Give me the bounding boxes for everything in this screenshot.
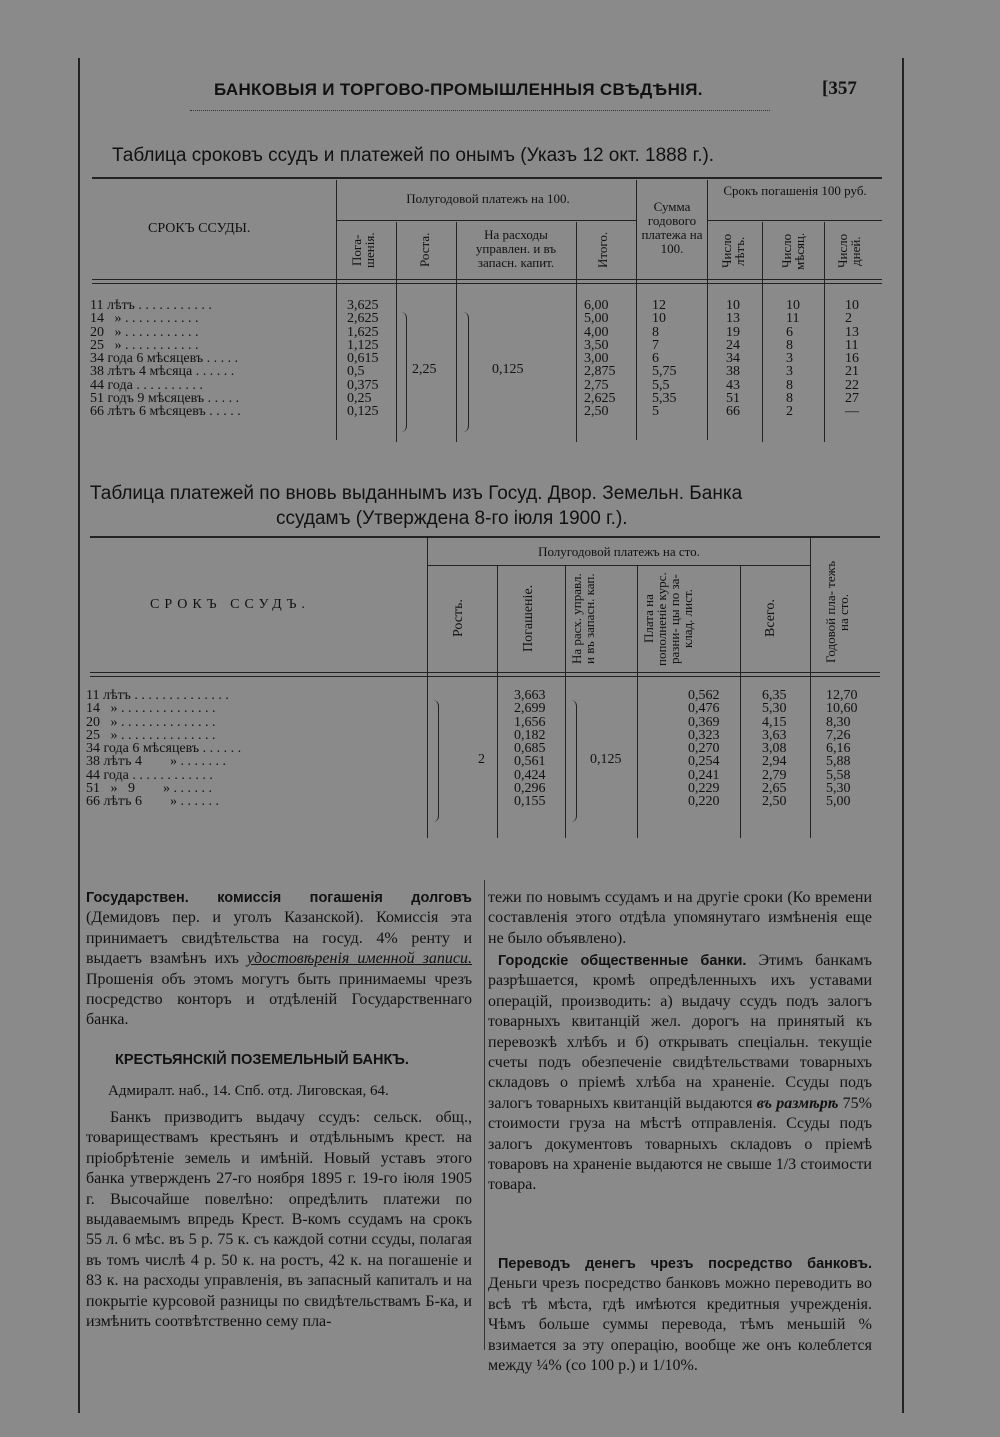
table1-cell-years: 24 bbox=[726, 337, 740, 353]
table2-group-halfyear: Полугодовой платежъ на сто. bbox=[538, 544, 700, 559]
table1-col-days: Число дней. bbox=[835, 233, 863, 269]
table2-cell-fee: 0,241 bbox=[688, 767, 720, 783]
table2-cell-fee: 0,562 bbox=[688, 688, 720, 703]
table2-cell-annual: 12,70 bbox=[826, 688, 858, 703]
table1-expenses-value: 0,125 bbox=[492, 362, 524, 377]
table1-vline bbox=[707, 180, 708, 440]
page-number: [357 bbox=[822, 78, 857, 99]
table2-cell-repay: 0,424 bbox=[514, 767, 546, 783]
table1-vline bbox=[396, 222, 397, 442]
table1-cell-total: 6,00 bbox=[584, 298, 609, 313]
table2-title-line2: ссудамъ (Утверждена 8-го іюля 1900 г.). bbox=[276, 508, 628, 529]
header-rule bbox=[190, 110, 770, 111]
table2-vline bbox=[565, 566, 566, 838]
table1-vline bbox=[576, 222, 577, 442]
table2-cell-fee: 0,229 bbox=[688, 781, 720, 797]
table2-vline bbox=[740, 566, 741, 838]
table1-cell-repay: 0,5 bbox=[347, 364, 365, 380]
table2-cell-term: 66 лѣтъ 6 » . . . . . . bbox=[86, 794, 219, 810]
table2-vline bbox=[637, 566, 638, 838]
table2-cell-repay: 0,685 bbox=[514, 741, 546, 757]
table2-top-rule bbox=[90, 536, 880, 538]
table1-years-column bbox=[726, 299, 740, 419]
table2-cell-term: 34 года 6 мѣсяцевъ . . . . . . bbox=[86, 741, 242, 757]
table2-cell-total: 4,15 bbox=[762, 714, 787, 730]
table2-cell-annual: 5,00 bbox=[826, 794, 851, 810]
transfer-text: Деньги чрезъ посредство банковъ можно переводить во всѣ тѣ мѣста, гдѣ имѣются кредитныя учрежденія. Чѣмъ больше суммы перевода, тѣмъ меньшій % взимается за эту операцію, вообще же онъ колеблется между ¼% (со 100 р.) и 1/10%. bbox=[488, 1275, 872, 1375]
table1-col-years: Число лѣтъ. bbox=[719, 233, 747, 269]
table2-col-expenses: На расх. управл. и въ запасн. кап. bbox=[569, 573, 597, 665]
table1-cell-annual: 5,75 bbox=[652, 364, 677, 380]
table2-cell-repay: 0,561 bbox=[514, 754, 546, 770]
table1-cell-total: 2,875 bbox=[584, 364, 616, 380]
table1-cell-repay: 0,25 bbox=[347, 391, 372, 407]
table1-cell-total: 3,50 bbox=[584, 337, 609, 353]
table1-cell-annual: 5 bbox=[652, 404, 659, 420]
table1-cell-term: 38 лѣтъ 4 мѣсяца . . . . . . bbox=[90, 364, 235, 380]
table2-cell-total: 2,65 bbox=[762, 781, 787, 797]
table2-cell-total: 2,94 bbox=[762, 754, 787, 770]
table1-cell-annual: 6 bbox=[652, 351, 659, 367]
table2-cell-fee: 0,323 bbox=[688, 727, 720, 743]
table2-term-column bbox=[86, 689, 241, 809]
table1-cell-days: 22 bbox=[845, 377, 859, 393]
table1-cell-repay: 3,625 bbox=[347, 298, 379, 313]
table2-cell-term: 20 » . . . . . . . . . . . . . . bbox=[86, 714, 216, 730]
table1-col-term: СРОКЪ ССУДЫ. bbox=[148, 221, 251, 236]
table2-brace-growth bbox=[432, 700, 439, 822]
table1-cell-repay: 0,125 bbox=[347, 404, 379, 420]
table1-cell-days: 13 bbox=[845, 324, 859, 340]
table1-cell-term: 66 лѣтъ 6 мѣсяцевъ . . . . . bbox=[90, 404, 241, 420]
table1-cell-days: 11 bbox=[845, 337, 859, 353]
table1-cell-days: 27 bbox=[845, 391, 859, 407]
table1-header-rule bbox=[92, 279, 882, 280]
table1-repay-column bbox=[347, 299, 379, 419]
table1-col-expenses: На расходы управлен. и въ запасн. капит. bbox=[475, 227, 557, 270]
table2-header-rule bbox=[90, 672, 880, 673]
table2-cell-fee: 0,254 bbox=[688, 754, 720, 770]
table1-cell-months: 2 bbox=[786, 404, 793, 420]
table1-cell-annual: 8 bbox=[652, 324, 659, 340]
table1-cell-months: 3 bbox=[786, 351, 793, 367]
column-divider bbox=[484, 880, 485, 1350]
table1-header-rule-2 bbox=[92, 283, 882, 284]
table1-cell-repay: 1,625 bbox=[347, 324, 379, 340]
table1-cell-months: 6 bbox=[786, 324, 793, 340]
table2-repay-column bbox=[514, 689, 546, 809]
table2-cell-total: 3,63 bbox=[762, 727, 787, 743]
state-commission-italic: удостовѣренія именной записи. bbox=[247, 950, 473, 968]
table2-cell-term: 44 года . . . . . . . . . . . . bbox=[86, 767, 213, 783]
table1-months-column bbox=[786, 299, 800, 419]
table1-cell-days: 21 bbox=[845, 364, 859, 380]
transfer-heading: Переводъ денегъ чрезъ посредство банковъ. bbox=[498, 1256, 872, 1272]
table2-cell-repay: 1,656 bbox=[514, 714, 546, 730]
table1-cell-total: 2,50 bbox=[584, 404, 609, 420]
table1-cell-days: 16 bbox=[845, 351, 859, 367]
table1-cell-repay: 2,625 bbox=[347, 311, 379, 327]
table1-cell-years: 13 bbox=[726, 311, 740, 327]
table2-cell-repay: 0,182 bbox=[514, 727, 546, 743]
table2-vline bbox=[427, 538, 428, 838]
table1-subrule bbox=[337, 220, 636, 221]
table1-top-rule bbox=[92, 177, 882, 179]
table1-cell-repay: 0,615 bbox=[347, 351, 379, 367]
table2-cell-annual: 5,58 bbox=[826, 767, 851, 783]
peasant-bank-heading: КРЕСТЬЯНСКІЙ ПОЗЕМЕЛЬНЫЙ БАНКЪ. bbox=[115, 1052, 409, 1068]
table1-vline bbox=[456, 222, 457, 442]
table2-cell-annual: 8,30 bbox=[826, 714, 851, 730]
table2-cell-total: 2,79 bbox=[762, 767, 787, 783]
table1-cell-years: 51 bbox=[726, 391, 740, 407]
table2-total-column bbox=[762, 689, 787, 809]
table1-cell-days: 2 bbox=[845, 311, 852, 327]
right-column-para1 bbox=[488, 951, 872, 1196]
table2-cell-repay: 0,296 bbox=[514, 781, 546, 797]
table2-cell-fee: 0,220 bbox=[688, 794, 720, 810]
table2-col-growth: Ростъ. bbox=[451, 599, 466, 637]
table1-col-annual: Сумма годового платежа на 100. bbox=[641, 199, 703, 256]
table2-cell-annual: 6,16 bbox=[826, 741, 851, 757]
table2-cell-total: 2,50 bbox=[762, 794, 787, 810]
table2-expenses-value: 0,125 bbox=[590, 752, 622, 767]
table1-cell-years: 19 bbox=[726, 324, 740, 340]
table2-growth-value: 2 bbox=[478, 752, 485, 767]
table2-cell-repay: 2,699 bbox=[514, 701, 546, 717]
table2-header-rule-2 bbox=[90, 676, 880, 677]
table1-cell-days: 10 bbox=[845, 298, 859, 313]
table2-cell-fee: 0,369 bbox=[688, 714, 720, 730]
table2-cell-term: 25 » . . . . . . . . . . . . . . bbox=[86, 727, 216, 743]
state-commission-text-2: Прошенія объ этомъ могутъ быть принимаемы чрезъ посредство конторъ и отдѣленій Государственнаго банка. bbox=[86, 970, 472, 1029]
table1-cell-repay: 1,125 bbox=[347, 337, 379, 353]
table1-vline bbox=[824, 222, 825, 442]
table1-total-column bbox=[584, 299, 616, 419]
table1-subrule bbox=[708, 220, 882, 221]
table1-growth-value: 2,25 bbox=[412, 362, 437, 377]
table2-vline bbox=[497, 566, 498, 838]
table2-cell-total: 5,30 bbox=[762, 701, 787, 717]
table1-cell-total: 5,00 bbox=[584, 311, 609, 327]
table1-cell-term: 14 » . . . . . . . . . . . bbox=[90, 311, 199, 327]
table1-cell-term: 44 года . . . . . . . . . . bbox=[90, 377, 203, 393]
table1-cell-years: 66 bbox=[726, 404, 740, 420]
right-column-para2 bbox=[488, 1254, 872, 1376]
table1-brace-growth bbox=[400, 312, 407, 432]
table1-cell-years: 10 bbox=[726, 298, 740, 313]
table1-vline bbox=[762, 222, 763, 442]
table1-brace-expenses bbox=[462, 312, 469, 432]
table1-cell-term: 34 года 6 мѣсяцевъ . . . . . bbox=[90, 351, 239, 367]
table2-col-annual: Годовой пла- тежъ на сто. bbox=[823, 560, 851, 664]
table1-days-column bbox=[845, 299, 859, 419]
table2-cell-annual: 5,30 bbox=[826, 781, 851, 797]
table1-cell-days: — bbox=[845, 404, 859, 420]
table2-cell-fee: 0,270 bbox=[688, 741, 720, 757]
table2-cell-total: 3,08 bbox=[762, 741, 787, 757]
table2-cell-term: 11 лѣтъ . . . . . . . . . . . . . . bbox=[86, 688, 229, 703]
table2-cell-repay: 3,663 bbox=[514, 688, 546, 703]
table2-col-fee: Плата на пополненіе курс. разни- цы по за- клад. лист. bbox=[641, 572, 695, 666]
table1-cell-total: 4,00 bbox=[584, 324, 609, 340]
table2-title-line1: Таблица платежей по вновь выданнымъ изъ Госуд. Двор. Земельн. Банка bbox=[90, 483, 743, 504]
table1-vline bbox=[336, 180, 337, 440]
left-column-para2: Банкъ призводитъ выдачу ссудъ: сельск. общ., товариществамъ крестьянъ и отдѣльнымъ крест. на пріобрѣтеніе земель и имѣній. Новый уставъ этого банка утвержденъ 27-го ноября 1895 г. 19-го іюля 1905 г. Высочайше повелѣно: опредѣлить платежи по выдаваемымъ впредь Крест. В-комъ ссудамъ на срокъ 55 л. 6 мѣс. въ 5 р. 75 к. съ каждой сотни ссуды, полагая въ томъ числѣ 4 р. 50 к. на ростъ, 42 к. на погашеніе и 83 к. на расходы управленія, въ запасный капиталъ и на покрытіе курсовой разницы по свидѣтельствамъ Б-ка, и измѣнить соотвѣтственно сему пла- bbox=[86, 1109, 472, 1331]
table1-cell-term: 51 годъ 9 мѣсяцевъ . . . . . bbox=[90, 391, 240, 407]
city-banks-text-2: 75% стоимости груза на мѣстѣ отправленія. Ссуды подъ залогъ документовъ товарныхъ складовъ о пріемѣ товаровъ на храненіе выдаются не свыше 1/3 стоимости товара. bbox=[488, 1094, 872, 1194]
running-title: БАНКОВЫЯ И ТОРГОВО-ПРОМЫШЛЕННЫЯ СВѢДѢНІЯ. bbox=[214, 80, 703, 99]
table2-subrule bbox=[428, 565, 810, 566]
table1-col-months: Число мѣсяц. bbox=[779, 232, 807, 270]
right-column-para0: тежи по новымъ ссудамъ и на другіе сроки (Ко времени составленія этого отдѣла упомянутаго измѣненія еще не было объявлено). bbox=[488, 889, 872, 947]
table1-cell-annual: 10 bbox=[652, 311, 666, 327]
table2-fee-column bbox=[688, 689, 720, 809]
table1-cell-years: 34 bbox=[726, 351, 740, 367]
table1-annual-column bbox=[652, 299, 677, 419]
table2-cell-annual: 5,88 bbox=[826, 754, 851, 770]
table1-col-total: Итого. bbox=[595, 231, 610, 269]
table2-cell-term: 38 лѣтъ 4 » . . . . . . . bbox=[86, 754, 226, 770]
table1-vline bbox=[636, 180, 637, 440]
table2-cell-annual: 7,26 bbox=[826, 727, 851, 743]
state-commission-heading: Государствен. комиссія погашенія долговъ bbox=[86, 890, 472, 906]
table2-cell-annual: 10,60 bbox=[826, 701, 858, 717]
table1-cell-months: 3 bbox=[786, 364, 793, 380]
table2-cell-term: 51 » 9 » . . . . . . bbox=[86, 781, 212, 797]
table1-col-repay: Пога- шенія. bbox=[349, 232, 377, 268]
table2-cell-term: 14 » . . . . . . . . . . . . . . bbox=[86, 701, 216, 717]
table1-cell-years: 43 bbox=[726, 377, 740, 393]
table1-cell-total: 2,625 bbox=[584, 391, 616, 407]
table1-cell-months: 8 bbox=[786, 377, 793, 393]
table2-cell-repay: 0,155 bbox=[514, 794, 546, 810]
state-commission-text: (Демидовъ пер. и уголъ Казанской). Комиссія эта принимаетъ свидѣтельства на госуд. 4% ренту и выдаетъ взамѣнъ ихъ bbox=[86, 909, 472, 968]
table1-cell-annual: 7 bbox=[652, 337, 659, 353]
table2-cell-fee: 0,476 bbox=[688, 701, 720, 717]
city-banks-heading: Городскіе общественные банки. bbox=[498, 953, 747, 969]
table2-col-total: Всего. bbox=[763, 599, 778, 637]
left-column-para1 bbox=[86, 888, 472, 1031]
table1-cell-term: 11 лѣтъ . . . . . . . . . . . bbox=[90, 298, 212, 313]
table1-cell-term: 25 » . . . . . . . . . . . bbox=[90, 337, 199, 353]
table1-cell-total: 2,75 bbox=[584, 377, 609, 393]
table1-cell-months: 8 bbox=[786, 337, 793, 353]
table1-group-term: Срокъ погашенія 100 руб. bbox=[723, 183, 867, 198]
table1-cell-repay: 0,375 bbox=[347, 377, 379, 393]
table1-cell-annual: 12 bbox=[652, 298, 666, 313]
table2-cell-total: 6,35 bbox=[762, 688, 787, 703]
table1-cell-months: 10 bbox=[786, 298, 800, 313]
table1-cell-annual: 5,35 bbox=[652, 391, 677, 407]
city-banks-emphasis: въ размѣрѣ bbox=[756, 1094, 839, 1112]
table2-brace-expenses bbox=[570, 700, 577, 822]
table1-cell-months: 11 bbox=[786, 311, 800, 327]
table1-cell-years: 38 bbox=[726, 364, 740, 380]
table1-group-halfyear: Полугодовой платежъ на 100. bbox=[406, 191, 570, 206]
table1-cell-term: 20 » . . . . . . . . . . . bbox=[90, 324, 199, 340]
table2-col-repay: Погашеніе. bbox=[521, 584, 536, 652]
table1-cell-annual: 5,5 bbox=[652, 377, 670, 393]
peasant-bank-address: Адмиралт. наб., 14. Спб. отд. Лиговская, 64. bbox=[108, 1083, 389, 1099]
table2-vline bbox=[810, 538, 811, 838]
table2-col-term: СРОКЪ ССУДЪ. bbox=[150, 597, 311, 612]
table1-col-growth: Роста. bbox=[417, 232, 432, 268]
table2-annual-column bbox=[826, 689, 858, 809]
table1-term-column bbox=[90, 299, 241, 419]
table1-cell-months: 8 bbox=[786, 391, 793, 407]
table1-cell-total: 3,00 bbox=[584, 351, 609, 367]
city-banks-text: Этимъ банкамъ разрѣшается, кромѣ опредѣленныхъ ихъ уставами операцій, производить: а) выдачу ссудъ подъ залогъ товарныхъ квитанцій жел. дорогъ на принятый къ перевозкѣ хлѣбъ и б) открывать спеціальн. текущіе счеты подъ обезпеченіе свидѣтельствами товарныхъ складовъ о пріемѣ хлѣба на храненіе. Ссуды подъ залогъ товарныхъ квитанцій выдаются bbox=[488, 952, 872, 1112]
table1-title: Таблица сроковъ ссудъ и платежей по онымъ (Указъ 12 окт. 1888 г.). bbox=[112, 145, 715, 166]
